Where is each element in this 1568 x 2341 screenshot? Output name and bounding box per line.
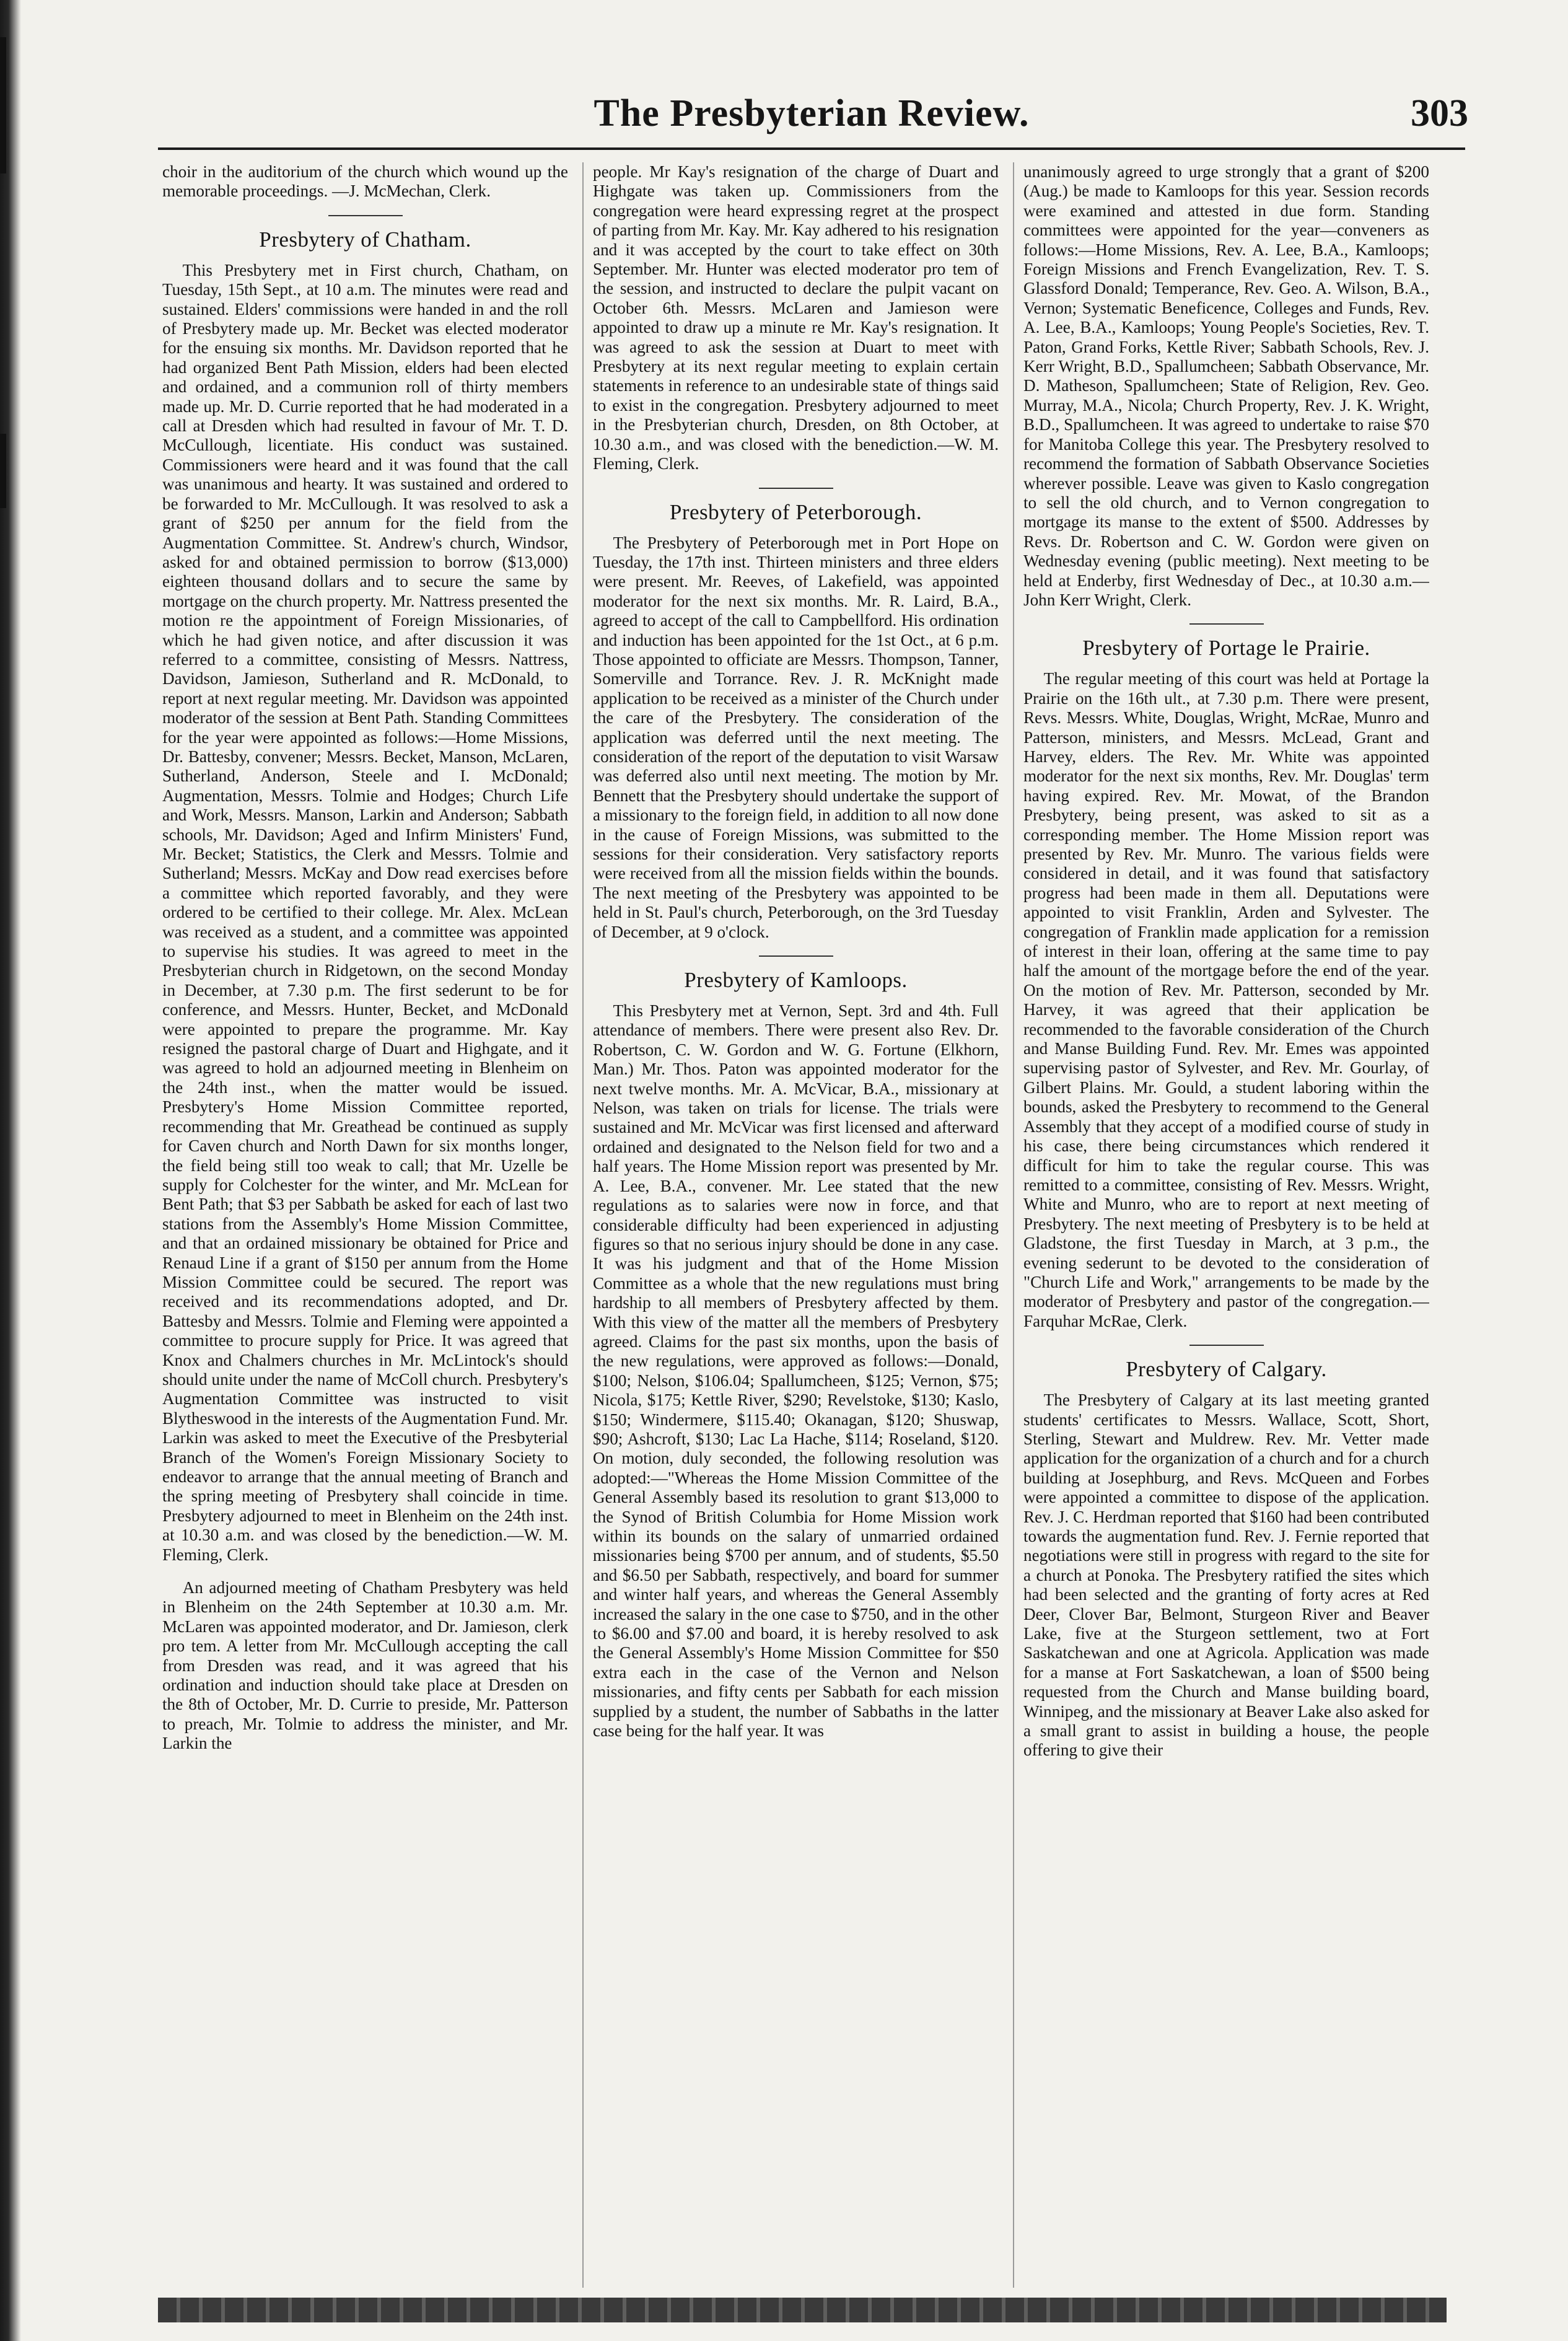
header-rule xyxy=(158,147,1465,150)
section-heading-calgary: Presbytery of Calgary. xyxy=(1023,1345,1429,1382)
paragraph: An adjourned meeting of Chatham Presbytery was held in Blenheim on the 24th September at 10.30 a.m. Mr. McLaren was appointed moderator, and Dr. Jamieson, clerk pro tem. A letter from Mr. McCullough accepting the call from Dresden was read, and it was agreed that his ordination and induction should take place at Dresden on the 8th of October, Mr. D. Currie to preside, Mr. Patterson to preach, Mr. Tolmie to address the minister, and Mr. Larkin the xyxy=(162,1578,568,1753)
column-2 xyxy=(593,162,999,2294)
column-3 xyxy=(1023,162,1429,2294)
paragraph: choir in the auditorium of the church which wound up the memorable proceedings. —J. McMechan, Clerk. xyxy=(162,162,568,201)
paragraph: unanimously agreed to urge strongly that a grant of $200 (Aug.) be made to Kamloops for this year. Session records were examined and attested in due form. Standing committees were appointed for the year—conveners as follows:—Home Missions, Rev. A. Lee, B.A., Kamloops; Foreign Missions and French Evangelization, Rev. T. S. Glassford Donald; Temperance, Rev. Geo. A. Wilson, B.A., Vernon; Systematic Beneficence, Colleges and Funds, Rev. A. Lee, B.A., Kamloops; Young People's Societies, Rev. T. Paton, Grand Forks, Kettle River; Sabbath Schools, Rev. J. Kerr Wright, B.D., Spallumcheen; Sabbath Observance, Mr. D. Matheson, Spallumcheen; State of Religion, Rev. Geo. Murray, M.A., Nicola; Church Property, Rev. J. K. Wright, B.D., Spallumcheen. It was agreed to undertake to raise $70 for Manitoba College this year. The Presbytery resolved to recommend the formation of Sabbath Observance Societies wherever possible. Leave was given to Kaslo congregation to sell the old church, and to Vernon congregation to mortgage its manse to the extent of $500. Addresses by Revs. Dr. Robertson and C. W. Gordon were given on Wednesday evening (public meeting). Next meeting to be held at Enderby, first Wednesday of Dec., at 10.30 a.m.—John Kerr Wright, Clerk. xyxy=(1023,162,1429,609)
page-header xyxy=(155,87,1468,149)
page-number: 303 xyxy=(1411,92,1468,134)
section-heading-peterborough: Presbytery of Peterborough. xyxy=(593,488,999,525)
paragraph: The Presbytery of Calgary at its last meeting granted students' certificates to Messrs. Wallace, Scott, Short, Sterling, Stewart and Muldrew. Rev. Mr. Vetter made application for the organization of a church and for a church building at Josephburg, and Revs. McQueen and Forbes were appointed a committee to dispose of the application. Rev. J. C. Herdman reported that $160 had been contributed towards the augmentation fund. Rev. J. Fernie reported that negotiations were still in progress with regard to the site for a church at Ponoka. The Presbytery ratified the sites which had been selected and the granting of forty acres at Red Deer, Clover Bar, Belmont, Sturgeon River and Beaver Lake, five at the Sturgeon settlement, two at Fort Saskatchewan and one at Agricola. Application was made for a manse at Fort Saskatchewan, a loan of $500 being requested from the Church and Manse building board, Winnipeg, and the missionary at Beaver Lake also asked for a small grant to assist in building a house, the people offering to give their xyxy=(1023,1390,1429,1760)
column-divider xyxy=(582,162,584,2288)
spine-mark xyxy=(0,434,6,508)
book-spine-shadow xyxy=(0,0,21,2341)
section-heading-portage-le-prairie: Presbytery of Portage le Prairie. xyxy=(1023,623,1429,661)
spine-mark xyxy=(0,37,6,173)
column-divider xyxy=(1013,162,1014,2288)
running-title: The Presbyterian Review. xyxy=(593,92,1030,134)
section-heading-kamloops: Presbytery of Kamloops. xyxy=(593,955,999,993)
paragraph: The regular meeting of this court was held at Portage la Prairie on the 16th ult., at 7.30 p.m. There were present, Revs. Messrs. White, Douglas, Wright, McRae, Munro and Patterson, ministers, and Messrs. McLead, Grant and Harvey, elders. The Rev. Mr. White was appointed moderator for the next six months, Rev. Mr. Douglas' term having expired. Rev. Mr. Mowat, of the Brandon Presbytery, being present, was asked to sit as a corresponding member. The Home Mission report was presented by Rev. Mr. Munro. The various fields were considered in detail, and it was found that satisfactory progress had been made in them all. Deputations were appointed to visit Franklin, Arden and Sylvester. The congregation of Franklin made application for a remission of interest in their loan, offering at the same time to pay half the amount of the mortgage before the end of the year. On the motion of Rev. Mr. Patterson, seconded by Mr. Harvey, it was agreed that their application be recommended to the favorable consideration of the Church and Manse Building Fund. Rev. Mr. Emes was appointed supervising pastor of Sylvester, and Rev. Mr. Gourlay, of Gilbert Plains. Mr. Gould, a student laboring within the bounds, asked the Presbytery to recommend to the General Assembly that they accept of a modified course of study in his case, there being circumstances which rendered it difficult for him to take the regular course. This was remitted to a committee, consisting of Rev. Messrs. Wright, White and Munro, who are to report at next meeting of Presbytery. The next meeting of Presbytery is to be held at Gladstone, the first Tuesday in March, at 3 p.m., the evening sederunt to be devoted to the consideration of "Church Life and Work," arrangements to be made by the moderator of Presbytery and pastor of the congregation.—Farquhar McRae, Clerk. xyxy=(1023,669,1429,1330)
paragraph: This Presbytery met at Vernon, Sept. 3rd and 4th. Full attendance of members. There were present also Rev. Dr. Robertson, C. W. Gordon and W. G. Fortune (Elkhorn, Man.) Mr. Thos. Paton was appointed moderator for the next twelve months. Mr. A. McVicar, B.A., missionary at Nelson, was taken on trials for license. The trials were sustained and Mr. McVicar was first licensed and afterward ordained and designated to the Nelson field for two and a half years. The Home Mission report was presented by Mr. A. Lee, B.A., convener. Mr. Lee stated that the new regulations as to salaries were now in force, and that considerable difficulty had been experienced in adjusting figures so that no serious injury should be done in any case. It was his judgment and that of the Home Mission Committee as a whole that the new regulations must bring hardship to all members of Presbytery affected by them. With this view of the matter all the members of Presbytery agreed. Claims for the past six months, upon the basis of the new regulations, were approved as follows:—Donald, $100; Nelson, $106.04; Spallumcheen, $125; Vernon, $75; Nicola, $175; Kettle River, $290; Revelstoke, $130; Kaslo, $150; Windermere, $115.40; Okanagan, $120; Shuswap, $90; Ashcroft, $130; Lac La Hache, $114; Roseland, $120. On motion, duly seconded, the following resolution was adopted:—"Whereas the Home Mission Committee of the General Assembly based its resolution to grant $13,000 to the Synod of British Columbia for Home Mission work within its bounds on the salary of unmarried ordained missionaries being $700 per annum, and of students, $5.50 and $6.50 per Sabbath, respectively, and board for summer and winter half years, and whereas the General Assembly increased the salary in the one case to $750, and in the other to $6.00 and $7.00 and board, it is hereby resolved to ask the General Assembly's Home Mission Committee for $50 extra each in the case of the Vernon and Nelson missionaries, and fifty cents per Sabbath for each mission supplied by a student, the number of Sabbaths in the latter case being for the half year. It was xyxy=(593,1001,999,1741)
paragraph: people. Mr Kay's resignation of the charge of Duart and Highgate was taken up. Commissioners from the congregation were heard expressing regret at the prospect of parting from Mr. Kay. Mr. Kay adhered to his resignation and it was accepted by the court to take effect on 30th September. Mr. Hunter was elected moderator pro tem of the session, and instructed to declare the pulpit vacant on October 6th. Messrs. McLaren and Jamieson were appointed to draw up a minute re Mr. Kay's resignation. It was agreed to ask the session at Duart to meet with Presbytery at its next regular meeting to explain certain statements in reference to an undesirable state of things said to exist in the congregation. Presbytery adjourned to meet in the Presbyterian church, Dresden, on 8th October, at 10.30 a.m., and was closed with the benediction.—W. M. Fleming, Clerk. xyxy=(593,162,999,473)
section-heading-chatham: Presbytery of Chatham. xyxy=(162,215,568,252)
column-1 xyxy=(162,162,568,2294)
damaged-bottom-edge xyxy=(158,2298,1447,2322)
paragraph: The Presbytery of Peterborough met in Port Hope on Tuesday, the 17th inst. Thirteen ministers and three elders were present. Mr. Reeves, of Lakefield, was appointed moderator for the next six months. Mr. R. Laird, B.A., agreed to accept of the call to Campbellford. His ordination and induction has been appointed for the 1st Oct., at 6 p.m. Those appointed to officiate are Messrs. Thompson, Tanner, Somerville and Torrance. Rev. J. R. McKnight made application to be received as a minister of the Church under the care of the Presbytery. The consideration of the application was deferred until the next meeting. The consideration of the report of the deputation to visit Warsaw was deferred also until next meeting. The motion by Mr. Bennett that the Presbytery should undertake the support of a missionary to the foreign field, in addition to all now done in the cause of Foreign Missions, was submitted to the sessions for their consideration. Very satisfactory reports were received from all the mission fields within the bounds. The next meeting of the Presbytery was appointed to be held in St. Paul's church, Peterborough, on the 3rd Tuesday of December, at 9 o'clock. xyxy=(593,533,999,941)
paragraph: This Presbytery met in First church, Chatham, on Tuesday, 15th Sept., at 10 a.m. The minutes were read and sustained. Elders' commissions were handed in and the roll of Presbytery made up. Mr. Becket was elected moderator for the ensuing six months. Mr. Davidson reported that he had organized Bent Path Mission, elders had been elected and ordained, and a communion roll of thirty members made up. Mr. D. Currie reported that he had moderated in a call at Dresden which had resulted in favour of Mr. T. D. McCullough, licentiate. His conduct was sustained. Commissioners were heard and it was found that the call was unanimous and hearty. It was sustained and ordered to be forwarded to Mr. McCullough. It was resolved to ask a grant of $250 per annum for the field from the Augmentation Committee. St. Andrew's church, Windsor, asked for and obtained permission to borrow ($13,000) eighteen thousand dollars and to secure the same by mortgage on the church property. Mr. Nattress presented the motion re the appointment of Foreign Missionaries, of which he had given notice, and after discussion it was referred to a committee, consisting of Messrs. Nattress, Davidson, Jamieson, Sutherland and R. McDonald, to report at next regular meeting. Mr. Davidson was appointed moderator of the session at Bent Path. Standing Committees for the year were appointed as follows:—Home Missions, Dr. Battesby, convener; Messrs. Becket, Manson, McLaren, Sutherland, Anderson, Steele and I. McDonald; Augmentation, Messrs. Tolmie and Hodges; Church Life and Work, Messrs. Manson, Larkin and Anderson; Sabbath schools, Mr. Davidson; Aged and Infirm Ministers' Fund, Mr. Becket; Statistics, the Clerk and Messrs. Tolmie and Sutherland; Messrs. McKay and Dow read exercises before a committee which reported favorably, and they were ordered to be certified to their college. Mr. Alex. McLean was received as a student, and a committee was appointed to supervise his studies. It was agreed to meet in the Presbyterian church in Ridgetown, on the second Monday in December, at 7.30 p.m. The first sederunt to be for conference, and Messrs. Hunter, Becket, and McDonald were appointed to prepare the programme. Mr. Kay resigned the pastoral charge of Duart and Highgate, and it was agreed to hold an adjourned meeting in Blenheim on the 24th inst., when the matter would be issued. Presbytery's Home Mission Committee reported, recommending that Mr. Greathead be continued as supply for Caven church and North Dawn for six months longer, the field being still too weak to call; that Mr. Uzelle be supply for Colchester for the winter, and Mr. McLean for Bent Path; that $3 per Sabbath be asked for each of last two stations from the Assembly's Home Mission Committee, and that an ordained missionary be obtained for Price and Renaud Line if a grant of $150 per annum from the Home Mission Committee could be secured. The report was received and its recommendations adopted, and Dr. Battesby and Messrs. Tolmie and Fleming were appointed a committee to procure supply for Price. It was agreed that Knox and Chalmers churches in Mr. McLintock's should should unite under the name of McColl church. Presbytery's Augmentation Committee was instructed to visit Blytheswood in the interests of the Augmentation Fund. Mr. Larkin was asked to meet the Executive of the Presbyterial Branch of the Women's Foreign Missionary Society to endeavor to arrange that the annual meeting of Branch and the spring meeting of Presbytery shall coincide in time. Presbytery adjourned to meet in Blenheim on the 24th inst. at 10.30 a.m. and was closed by the benediction.—W. M. Fleming, Clerk. xyxy=(162,260,568,1564)
